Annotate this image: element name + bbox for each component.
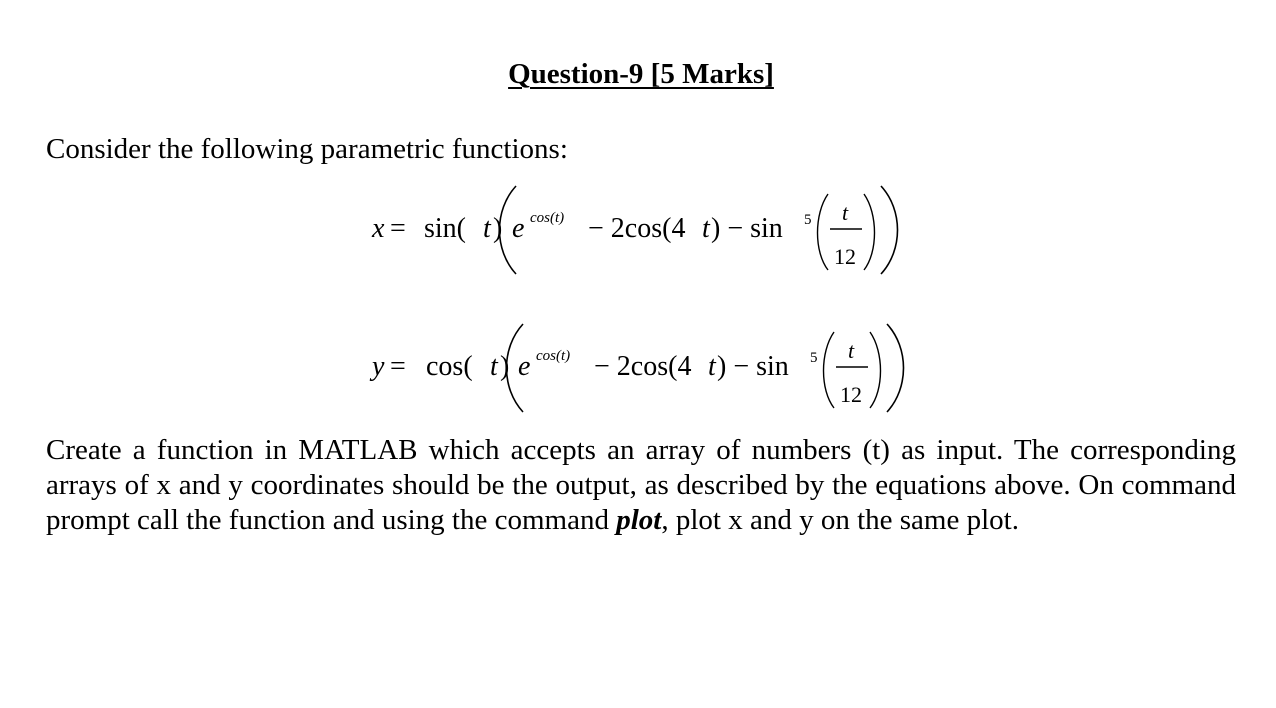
- eq-x-var: t: [483, 213, 491, 244]
- instruction-part1: Create a function in MATLAB which accepts an array of numbers (t) as input. The corresponding arrays of x and y coordinates should be the output, as described by the equations above. On command prompt call the function and using the command: [46, 434, 1236, 536]
- eq-x-frac-left-paren: [818, 194, 829, 270]
- eq-y-lhs: y: [372, 351, 385, 382]
- question-title: [0, 58, 1276, 91]
- eq-y-frac-right-paren: [870, 332, 881, 408]
- eq-x-frac-right-paren: [864, 194, 875, 270]
- instruction-plot-command: plot: [616, 504, 662, 536]
- eq-y-exp-power: cos(t): [536, 348, 571, 364]
- eq-x-power5: 5: [804, 212, 812, 228]
- eq-x-exp-power: cos(t): [530, 210, 565, 226]
- eq-y-term2-close: ) − sin: [717, 351, 789, 382]
- eq-x-func: sin(: [424, 213, 466, 244]
- eq-y-frac-left-paren: [824, 332, 835, 408]
- eq-y-exp-base: e: [518, 351, 531, 382]
- eq-x-term2-var: t: [702, 213, 710, 244]
- instruction-part2: , plot x and y on the same plot.: [661, 504, 1019, 536]
- eq-y-right-paren: [887, 324, 904, 412]
- eq-x-frac-den: 12: [834, 244, 856, 269]
- instruction-paragraph: [46, 433, 1236, 538]
- eq-x-exp-base: e: [512, 213, 525, 244]
- eq-y-var: t: [490, 351, 498, 382]
- equation-x: [366, 180, 926, 280]
- eq-y-func: cos(: [426, 351, 473, 382]
- eq-y-frac-den: 12: [840, 382, 862, 407]
- question-title-text: Question-9 [5 Marks]: [508, 58, 774, 90]
- eq-x-frac-num: t: [842, 200, 849, 225]
- eq-y-equals: =: [390, 351, 406, 382]
- eq-x-right-paren: [881, 186, 898, 274]
- eq-x-term2: − 2cos(4: [588, 213, 686, 244]
- eq-x-term2-close: ) − sin: [711, 213, 783, 244]
- eq-y-frac-num: t: [848, 338, 855, 363]
- eq-y-term2-var: t: [708, 351, 716, 382]
- eq-x-close: ): [493, 213, 503, 244]
- eq-x-equals: =: [390, 213, 406, 244]
- eq-y-term2: − 2cos(4: [594, 351, 692, 382]
- equation-y: [366, 318, 926, 418]
- eq-y-close: ): [500, 351, 510, 382]
- eq-x-lhs: x: [372, 213, 385, 244]
- eq-y-power5: 5: [810, 350, 818, 366]
- intro-text: Consider the following parametric functions:: [46, 133, 568, 165]
